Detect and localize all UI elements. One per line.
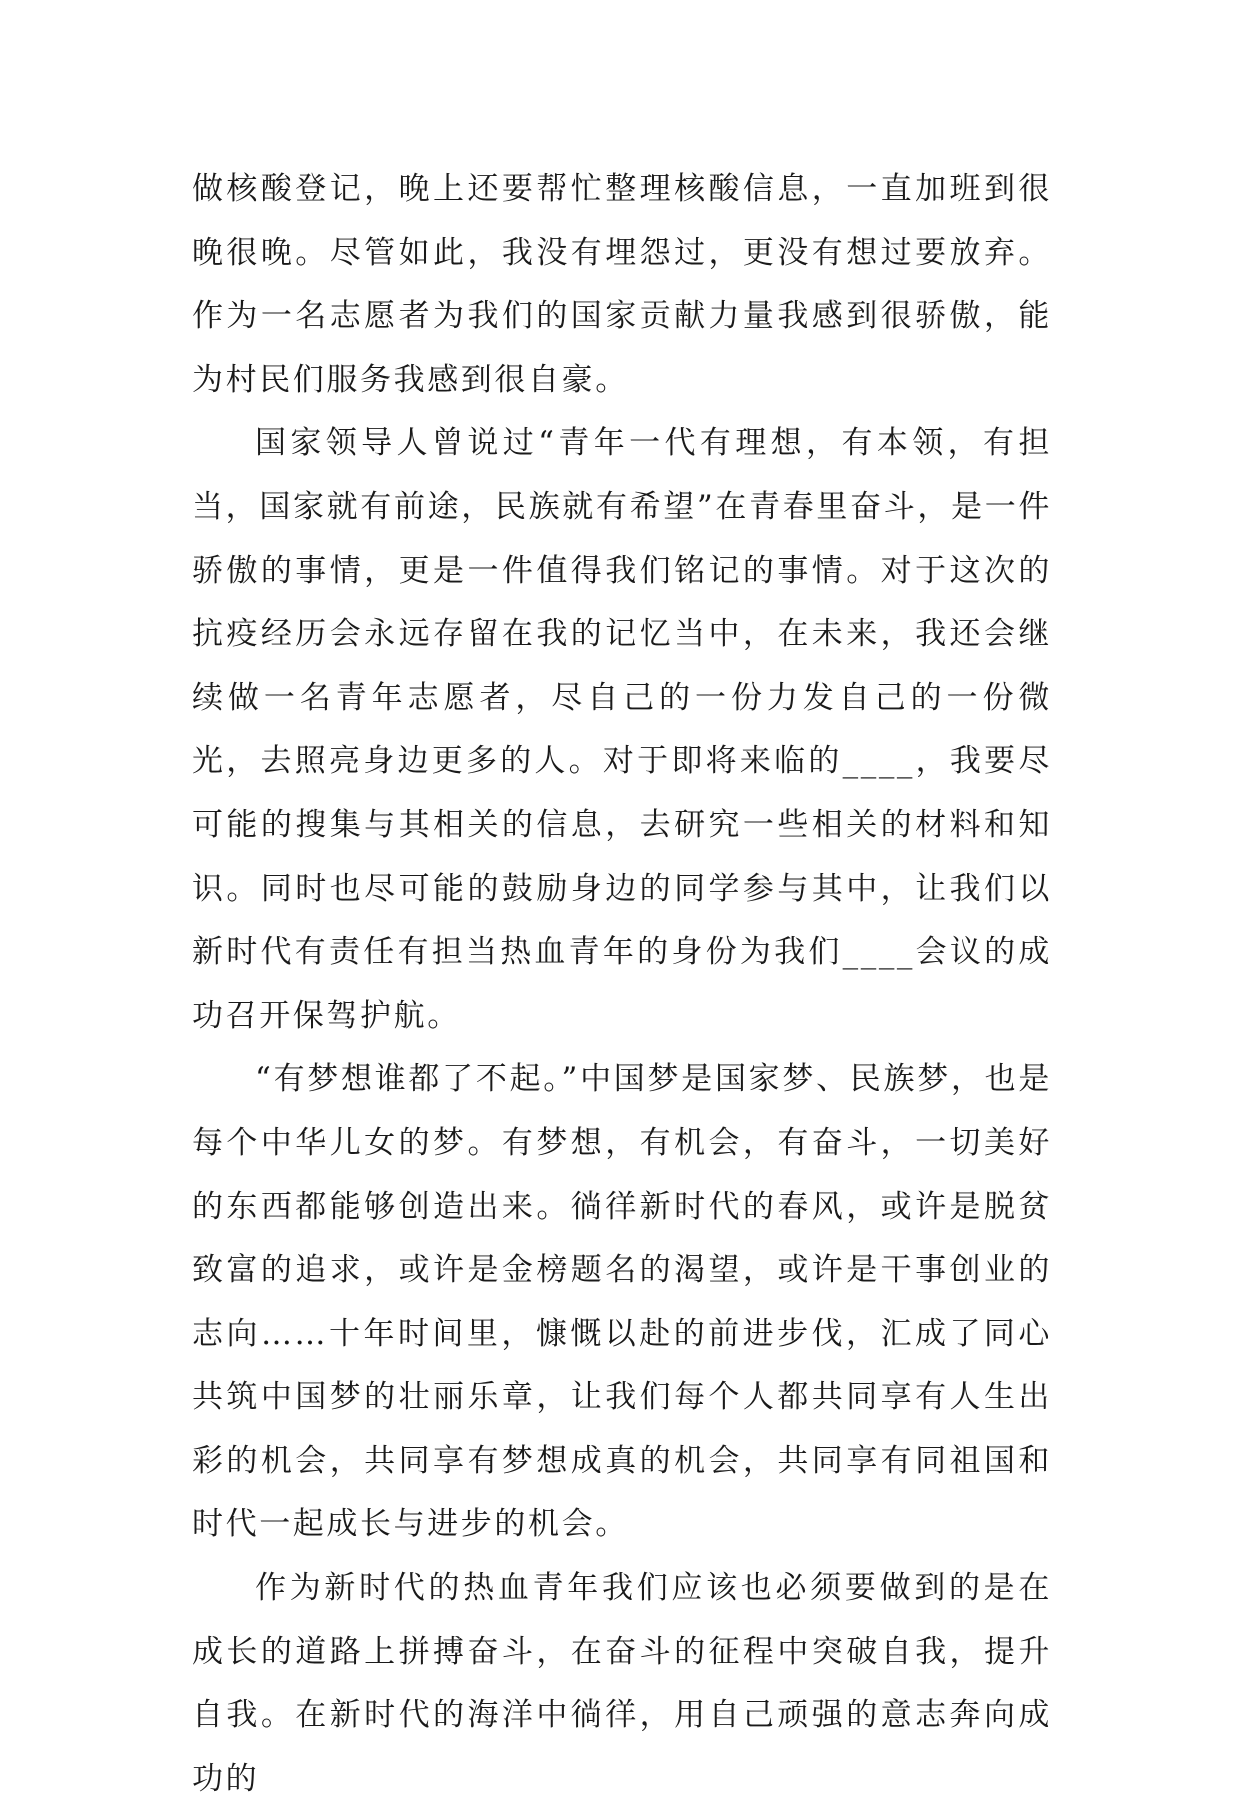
body-text xyxy=(192,158,1052,1811)
paragraph-3: “有梦想谁都了不起。”中国梦是国家梦、民族梦，也是每个中华儿女的梦。有梦想，有机会，有奋斗，一切美好的东西都能够创造出来。徜徉新时代的春风，或许是脱贫致富的追求，或许是金榜题名的渴望，或许是干事创业的志向……十年时间里，慷慨以赴的前进步伐，汇成了同心共筑中国梦的壮丽乐章，让我们每个人都共同享有人生出彩的机会，共同享有梦想成真的机会，共同享有同祖国和时代一起成长与进步的机会。 xyxy=(192,1061,1052,1543)
paragraph-4: 作为新时代的热血青年我们应该也必须要做到的是在成长的道路上拼搏奋斗，在奋斗的征程中突破自我，提升自我。在新时代的海洋中徜徉，用自己顽强的意志奔向成功的 xyxy=(192,1570,1052,1797)
paragraph-1: 做核酸登记，晚上还要帮忙整理核酸信息，一直加班到很晚很晚。尽管如此，我没有埋怨过，更没有想过要放弃。作为一名志愿者为我们的国家贡献力量我感到很骄傲，能为村民们服务我感到很自豪。 xyxy=(192,171,1052,398)
paragraph-2: 国家领导人曾说过“青年一代有理想，有本领，有担当，国家就有前途，民族就有希望”在青春里奋斗，是一件骄傲的事情，更是一件值得我们铭记的事情。对于这次的抗疫经历会永远存留在我的记忆当中，在未来，我还会继续做一名青年志愿者，尽自己的一份力发自己的一份微光，去照亮身边更多的人。对于即将来临的____，我要尽可能的搜集与其相关的信息，去研究一些相关的材料和知识。同时也尽可能的鼓励身边的同学参与其中，让我们以新时代有责任有担当热血青年的身份为我们____会议的成功召开保驾护航。 xyxy=(192,425,1052,1034)
